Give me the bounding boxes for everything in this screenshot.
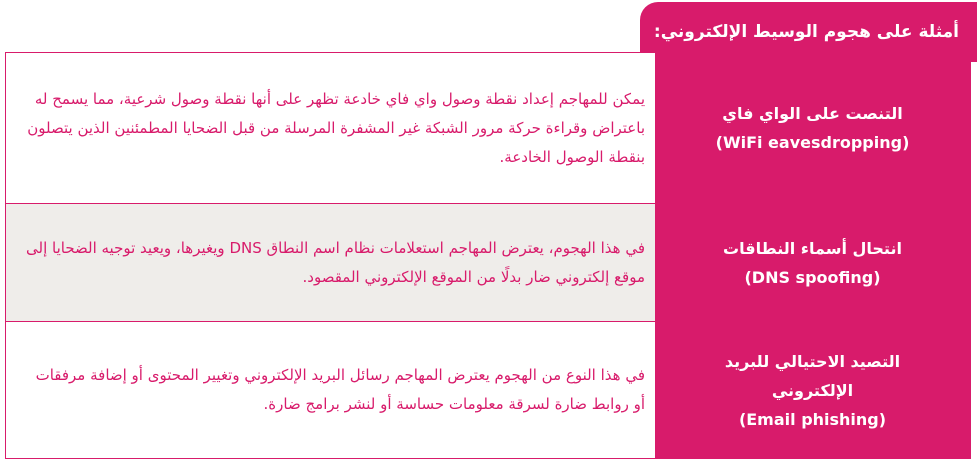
- term-arabic-line1: التصيد الاحتيالي للبريد: [724, 351, 901, 371]
- term-cell: [655, 322, 970, 458]
- attack-examples-table: [5, 52, 971, 459]
- description-text: يمكن للمهاجم إعداد نقطة وصول واي فاي خادعة تظهر على أنها نقطة وصول شرعية، مما يسمح له باعتراض وقراءة حركة مرور الشبكة غير المشفرة المرسلة من قبل الضحايا المطمئنين الذين يتصلون بنقطة الوصول الخادعة.: [27, 89, 645, 166]
- term-english: (WiFi eavesdropping): [715, 133, 910, 152]
- table-row-wifi: [6, 53, 970, 204]
- description-cell: [6, 53, 655, 203]
- section-title-text: أمثلة على هجوم الوسيط الإلكتروني:: [653, 22, 959, 42]
- term-cell: [655, 53, 970, 203]
- description-cell: [6, 204, 655, 321]
- term-arabic: التنصت على الواي فاي: [722, 104, 903, 123]
- term-english: (DNS spoofing): [744, 267, 881, 287]
- table-row-email: [6, 322, 970, 458]
- description-text: في هذا الهجوم، يعترض المهاجم استعلامات نظام اسم النطاق DNS ويغيرها، ويعيد توجيه الضحايا إلى موقع إلكتروني ضار بدلًا من الموقع الإلكتروني المقصود.: [26, 238, 645, 286]
- description-text: في هذا النوع من الهجوم يعترض المهاجم رسائل البريد الإلكتروني وتغيير المحتوى أو إضافة مرفقات أو روابط ضارة لسرقة معلومات حساسة أو لنشر برامج ضارة.: [35, 366, 645, 413]
- term-english: (Email phishing): [738, 409, 887, 429]
- term-cell: [655, 204, 970, 321]
- table-row-dns: [6, 204, 970, 322]
- term-arabic: انتحال أسماء النطاقات: [723, 238, 902, 258]
- description-cell: [6, 322, 655, 458]
- term-arabic-line2: الإلكتروني: [771, 380, 854, 400]
